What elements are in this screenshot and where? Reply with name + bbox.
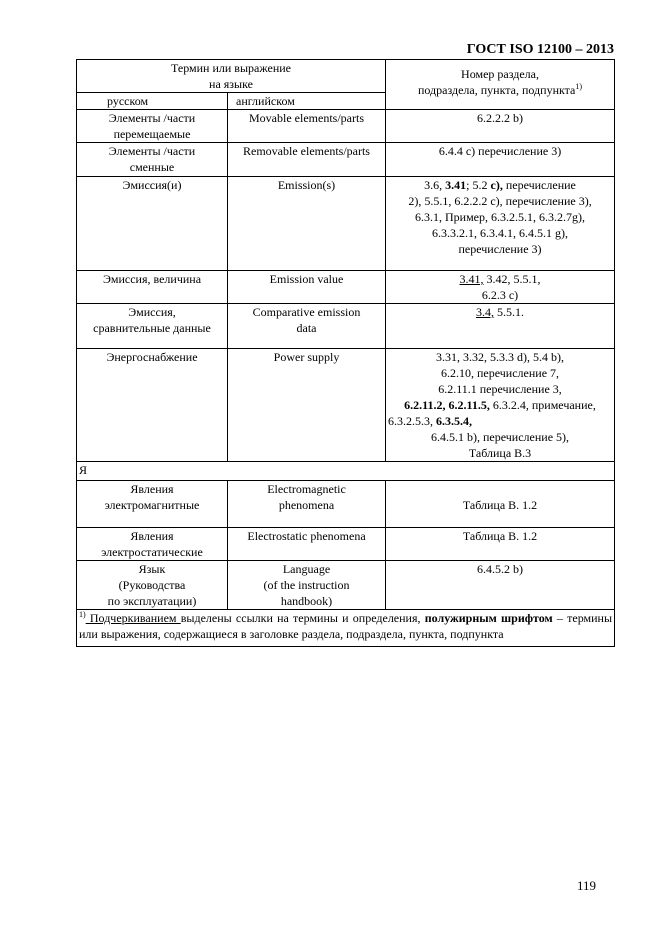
term-ru (77, 304, 228, 349)
term-ru-line: Эмиссия, (128, 305, 176, 319)
term-en: Removable elements/parts (228, 143, 386, 177)
term-header-cell (77, 60, 386, 93)
table-row (77, 271, 615, 304)
term-ru-line: по эксплуатации) (107, 594, 197, 608)
section-ref (386, 349, 615, 462)
ref-line: Таблица В.3 (468, 446, 532, 460)
term-en-line: Electromagnetic (267, 482, 346, 496)
ref-line: 6.2.11.1 перечисление 3, (438, 382, 562, 396)
term-ru-line: сравнительные данные (93, 321, 211, 335)
section-letter: Я (77, 462, 615, 481)
term-ru-line: электромагнитные (104, 498, 200, 512)
section-header-line1: Номер раздела, (461, 67, 539, 81)
table-row (77, 143, 615, 177)
section-header-line2: подраздела, пункта, подпункта (417, 83, 576, 97)
term-ru-line: Элементы /части (108, 144, 196, 158)
table-row (77, 561, 615, 610)
section-ref: 6.4.5.2 b) (386, 561, 615, 610)
section-ref: Таблица В. 1.2 (386, 528, 615, 561)
table-header-row (77, 60, 615, 93)
term-ru: Эмиссия, величина (77, 271, 228, 304)
term-header-line2: на языке (209, 77, 253, 91)
ref-line: 6.3.1, Пример, 6.3.2.5.1, 6.3.2.7g), (415, 210, 586, 224)
term-ru (77, 561, 228, 610)
term-en-line: (of the instruction (263, 578, 350, 592)
term-en: Electrostatic phenomena (228, 528, 386, 561)
table-row (77, 177, 615, 271)
term-en (228, 481, 386, 528)
term-ru-line: электростатические (101, 545, 203, 559)
term-en-line: handbook) (280, 594, 333, 608)
ref-line: 6.2.3 c) (481, 288, 519, 302)
ref-line: 6.2.11.2, 6.2.11.5, 6.3.2.4, примечание, (404, 398, 596, 412)
section-ref: 6.4.4 c) перечисление 3) (386, 143, 615, 177)
term-ru-line: (Руководства (118, 578, 186, 592)
term-en-line: phenomena (278, 498, 335, 512)
term-ru (77, 143, 228, 177)
col-russian-header: русском (77, 93, 228, 110)
footnote-row (77, 610, 615, 647)
table-row (77, 304, 615, 349)
table-row (77, 528, 615, 561)
term-en-line: Comparative emission (252, 305, 361, 319)
ref-line: 3.31, 3.32, 5.3.3 d), 5.4 b), (436, 350, 565, 364)
term-ru-line: Явления (130, 529, 174, 543)
term-ru (77, 528, 228, 561)
section-ref: Таблица В. 1.2 (386, 481, 615, 528)
section-ref: 6.2.2.2 b) (386, 110, 615, 143)
section-ref (386, 271, 615, 304)
term-ru-line: перемещаемые (113, 127, 191, 141)
term-ru-line: Элементы /части (108, 111, 196, 125)
section-header-cell (386, 60, 615, 110)
term-ru: Энергоснабжение (77, 349, 228, 462)
term-header-line1: Термин или выражение (171, 61, 291, 75)
ref-line: 6.3.2.5.3, 6.3.5.4, (388, 414, 473, 428)
footnote-marker: 1) (575, 82, 583, 91)
term-ru: Эмиссия(и) (77, 177, 228, 271)
term-en: Emission value (228, 271, 386, 304)
term-en (228, 304, 386, 349)
footnote: $^{1)}$ Подчеркиванием выделены ссылки на термины и определения, полужирным шрифтом – термины или выражения, содержащиеся в заголовке раздела, подраздела, пункта, подпункта (77, 610, 615, 647)
term-en-line: Language (282, 562, 331, 576)
terms-index-table (76, 59, 615, 647)
ref-line: 6.4.5.1 b), перечисление 5), (430, 430, 570, 444)
letter-section-row (77, 462, 615, 481)
document-code: ГОСТ ISO 12100 – 2013 (466, 42, 614, 57)
term-ru (77, 110, 228, 143)
ref-line: 3.6, 3.41; 5.2 c), перечисление (424, 178, 576, 192)
term-en: Power supply (228, 349, 386, 462)
table-row (77, 110, 615, 143)
section-ref: 3.4, 5.5.1. (386, 304, 615, 349)
term-ru-line: Явления (130, 482, 174, 496)
term-ru-line: Язык (138, 562, 166, 576)
term-en: Movable elements/parts (228, 110, 386, 143)
ref-line: 6.2.10, перечисление 7, (440, 366, 560, 380)
ref-line: перечисление 3) (458, 242, 542, 256)
section-ref (386, 177, 615, 271)
page-number: 119 (577, 878, 597, 893)
ref-line: 2), 5.5.1, 6.2.2.2 c), перечисление 3), (408, 194, 592, 208)
table-row (77, 349, 615, 462)
term-ru-line: сменные (129, 160, 175, 174)
term-en (228, 561, 386, 610)
col-english-header: английском (228, 93, 386, 110)
term-en-line: data (296, 321, 317, 335)
term-ru (77, 481, 228, 528)
term-en: Emission(s) (228, 177, 386, 271)
table-row (77, 481, 615, 528)
ref-line: 6.3.3.2.1, 6.3.4.1, 6.4.5.1 g), (432, 226, 569, 240)
ref-line: 3.41, 3.42, 5.5.1, (459, 272, 541, 286)
